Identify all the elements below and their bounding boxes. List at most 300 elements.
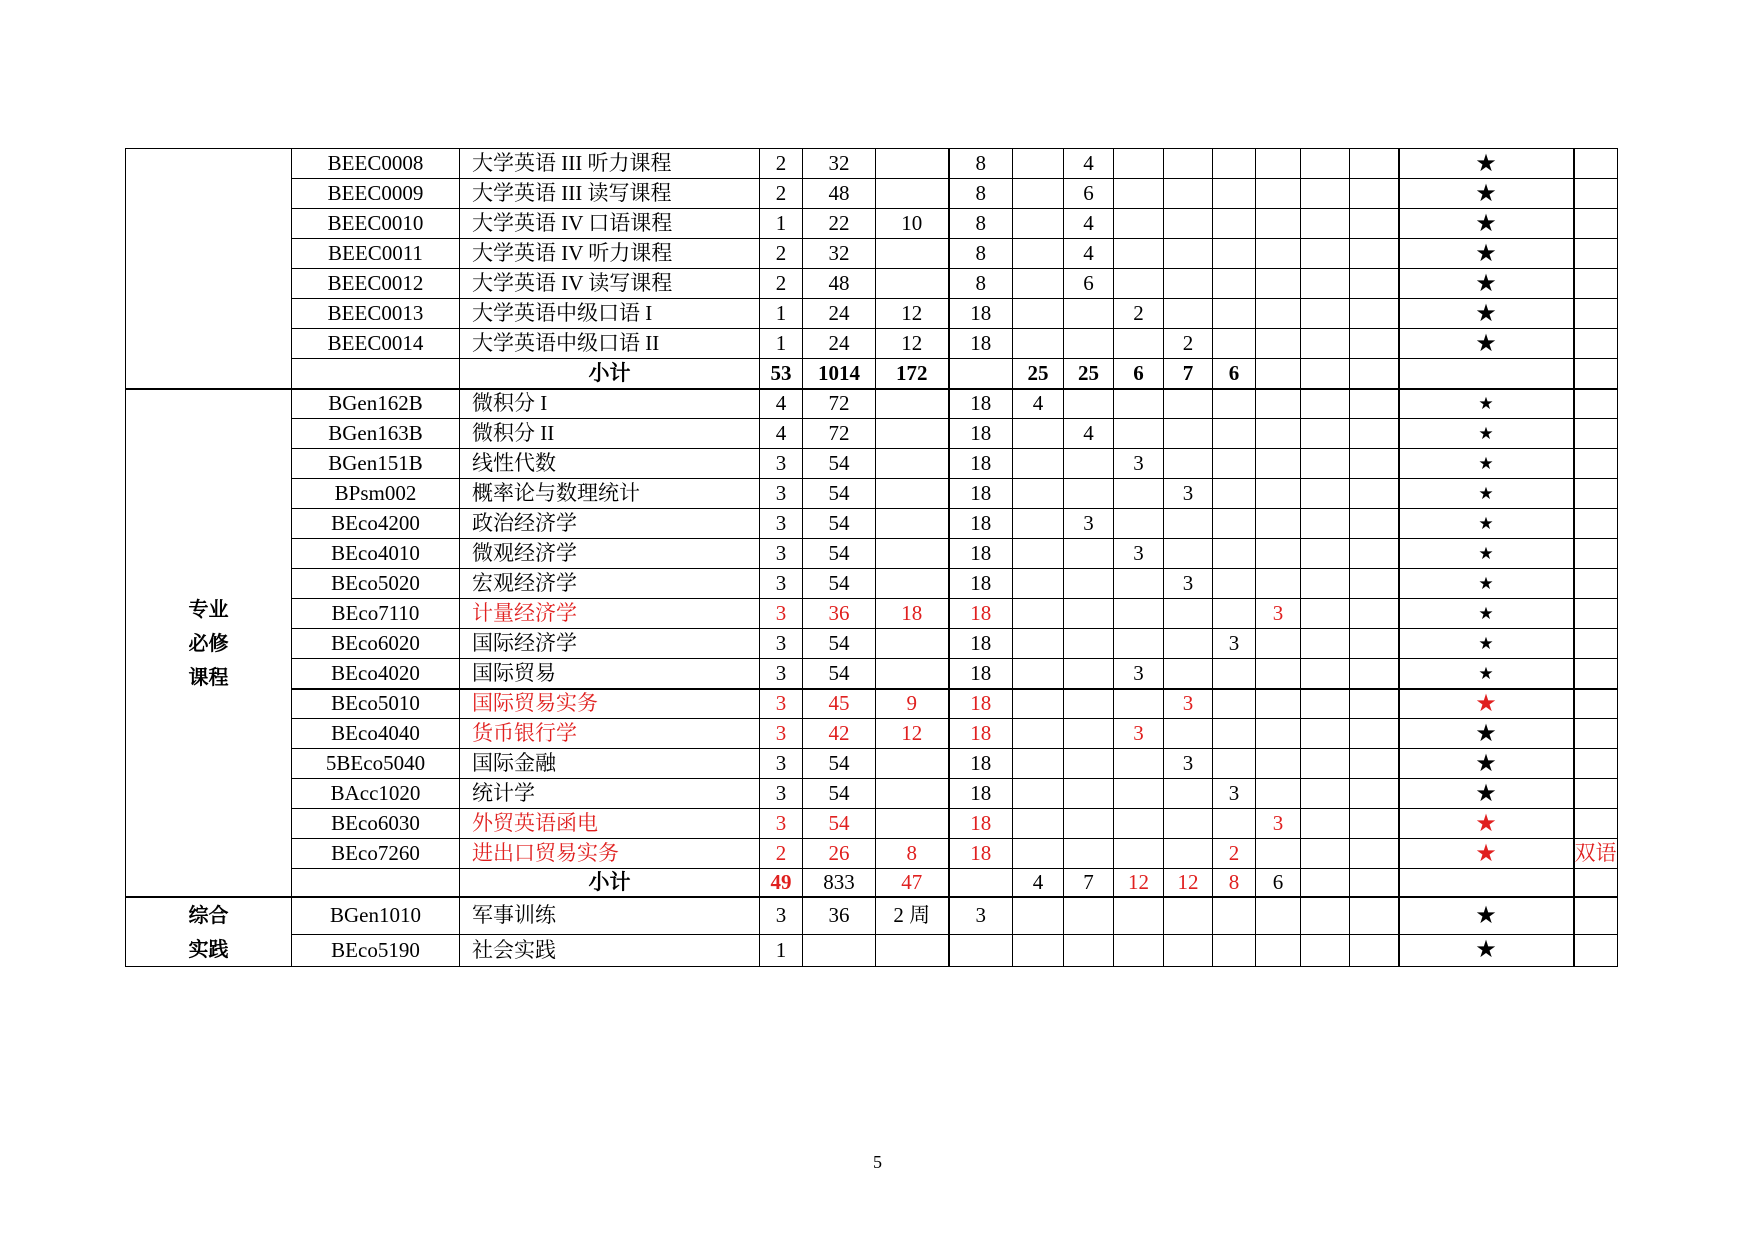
section-label — [126, 897, 292, 967]
subtotal-practice: 172 — [876, 359, 949, 389]
course-name: 国际金融 — [460, 749, 760, 779]
credits-cell: 1 — [760, 935, 803, 966]
semester-hours-cell — [1114, 839, 1164, 869]
note-cell — [1574, 809, 1618, 839]
course-name: 大学英语 IV 读写课程 — [460, 269, 760, 299]
semester-hours-cell — [1164, 449, 1213, 479]
semester-hours-cell — [1213, 449, 1256, 479]
course-code: BEco7110 — [292, 599, 460, 629]
semester-hours-cell — [1013, 539, 1064, 569]
credits-cell: 1 — [760, 209, 803, 239]
semester-hours-cell — [1301, 389, 1350, 419]
total-hours-cell: 54 — [803, 449, 876, 479]
required-star-icon: ★ — [1399, 449, 1574, 479]
semester-hours-cell — [1213, 149, 1256, 179]
semester-hours-cell — [1164, 629, 1213, 659]
semester-hours-cell: 3 — [1213, 779, 1256, 809]
total-hours-cell: 54 — [803, 629, 876, 659]
subtotal-semester-cell: 7 — [1164, 359, 1213, 389]
course-code: BEco5020 — [292, 569, 460, 599]
course-name: 线性代数 — [460, 449, 760, 479]
course-code: BEEC0009 — [292, 179, 460, 209]
course-name: 微观经济学 — [460, 539, 760, 569]
required-star-icon: ★ — [1399, 509, 1574, 539]
semester-hours-cell — [1213, 749, 1256, 779]
note-cell — [1574, 897, 1618, 935]
credits-cell: 3 — [760, 689, 803, 719]
semester-hours-cell — [1301, 269, 1350, 299]
semester-hours-cell — [1064, 719, 1114, 749]
required-star-icon: ★ — [1399, 629, 1574, 659]
semester-hours-cell — [1013, 689, 1064, 719]
semester-hours-cell — [1213, 897, 1256, 935]
total-hours-cell: 48 — [803, 179, 876, 209]
semester-hours-cell — [1164, 389, 1213, 419]
semester-hours-cell — [1013, 449, 1064, 479]
subtotal-weeks — [949, 869, 1013, 897]
course-name: 外贸英语函电 — [460, 809, 760, 839]
course-name: 大学英语中级口语 I — [460, 299, 760, 329]
semester-hours-cell — [1256, 149, 1301, 179]
semester-hours-cell — [1213, 539, 1256, 569]
course-name: 军事训练 — [460, 897, 760, 935]
weeks-cell: 8 — [949, 269, 1013, 299]
practice-hours-cell — [876, 659, 949, 689]
practice-hours-cell — [876, 449, 949, 479]
course-code: BPsm002 — [292, 479, 460, 509]
credits-cell: 3 — [760, 509, 803, 539]
semester-hours-cell — [1114, 809, 1164, 839]
required-star-icon: ★ — [1399, 179, 1574, 209]
semester-hours-cell — [1350, 897, 1399, 935]
semester-hours-cell: 3 — [1164, 689, 1213, 719]
practice-hours-cell — [876, 479, 949, 509]
semester-hours-cell — [1256, 539, 1301, 569]
course-name: 社会实践 — [460, 935, 760, 966]
semester-hours-cell: 3 — [1114, 449, 1164, 479]
required-star-icon: ★ — [1399, 659, 1574, 689]
course-name: 大学英语中级口语 II — [460, 329, 760, 359]
credits-cell: 4 — [760, 419, 803, 449]
course-code: BEEC0008 — [292, 149, 460, 179]
subtotal-hours: 833 — [803, 869, 876, 897]
semester-hours-cell — [1064, 389, 1114, 419]
credits-cell: 1 — [760, 299, 803, 329]
total-hours-cell: 22 — [803, 209, 876, 239]
subtotal-semester-cell: 6 — [1256, 869, 1301, 897]
note-cell: 双语 — [1574, 839, 1618, 869]
semester-hours-cell — [1064, 449, 1114, 479]
semester-hours-cell — [1064, 897, 1114, 935]
weeks-cell: 18 — [949, 509, 1013, 539]
semester-hours-cell: 3 — [1114, 659, 1164, 689]
semester-hours-cell — [1213, 659, 1256, 689]
semester-hours-cell — [1013, 179, 1064, 209]
table-row — [126, 779, 1618, 809]
credits-cell: 2 — [760, 239, 803, 269]
subtotal-weeks — [949, 359, 1013, 389]
note-cell — [1574, 179, 1618, 209]
semester-hours-cell — [1213, 269, 1256, 299]
table-row — [126, 599, 1618, 629]
course-code: BEEC0012 — [292, 269, 460, 299]
weeks-cell: 18 — [949, 599, 1013, 629]
semester-hours-cell — [1350, 509, 1399, 539]
semester-hours-cell — [1114, 509, 1164, 539]
semester-hours-cell — [1013, 509, 1064, 539]
subtotal-note-cell — [1574, 869, 1618, 897]
table-row — [126, 659, 1618, 689]
semester-hours-cell — [1301, 689, 1350, 719]
total-hours-cell: 54 — [803, 509, 876, 539]
semester-hours-cell — [1350, 299, 1399, 329]
practice-hours-cell — [876, 809, 949, 839]
table-row — [126, 629, 1618, 659]
subtotal-mark-cell — [1399, 359, 1574, 389]
semester-hours-cell — [1256, 449, 1301, 479]
subtotal-semester-cell — [1256, 359, 1301, 389]
total-hours-cell: 48 — [803, 269, 876, 299]
course-code: BGen1010 — [292, 897, 460, 935]
total-hours-cell: 26 — [803, 839, 876, 869]
page-number: 5 — [873, 1152, 882, 1172]
weeks-cell: 3 — [949, 897, 1013, 935]
note-cell — [1574, 689, 1618, 719]
semester-hours-cell — [1350, 209, 1399, 239]
total-hours-cell: 36 — [803, 599, 876, 629]
semester-hours-cell — [1350, 809, 1399, 839]
note-cell — [1574, 935, 1618, 966]
course-name: 进出口贸易实务 — [460, 839, 760, 869]
required-star-icon: ★ — [1399, 569, 1574, 599]
semester-hours-cell — [1064, 599, 1114, 629]
semester-hours-cell — [1064, 935, 1114, 966]
weeks-cell: 18 — [949, 689, 1013, 719]
weeks-cell: 18 — [949, 809, 1013, 839]
total-hours-cell: 42 — [803, 719, 876, 749]
course-code: BEco4040 — [292, 719, 460, 749]
note-cell — [1574, 539, 1618, 569]
course-code: BGen151B — [292, 449, 460, 479]
course-name: 微积分 II — [460, 419, 760, 449]
practice-hours-cell — [876, 935, 949, 966]
total-hours-cell: 54 — [803, 659, 876, 689]
credits-cell: 3 — [760, 659, 803, 689]
semester-hours-cell — [1114, 599, 1164, 629]
subtotal-semester-cell: 25 — [1064, 359, 1114, 389]
note-cell — [1574, 329, 1618, 359]
semester-hours-cell — [1213, 419, 1256, 449]
semester-hours-cell — [1350, 179, 1399, 209]
semester-hours-cell: 4 — [1064, 239, 1114, 269]
practice-hours-cell — [876, 749, 949, 779]
course-code: BGen163B — [292, 419, 460, 449]
note-cell — [1574, 569, 1618, 599]
weeks-cell: 18 — [949, 569, 1013, 599]
semester-hours-cell — [1301, 629, 1350, 659]
practice-hours-cell — [876, 149, 949, 179]
total-hours-cell: 32 — [803, 149, 876, 179]
weeks-cell: 18 — [949, 629, 1013, 659]
subtotal-credits: 49 — [760, 869, 803, 897]
course-code: BEEC0011 — [292, 239, 460, 269]
semester-hours-cell — [1256, 779, 1301, 809]
table-row — [126, 749, 1618, 779]
required-star-icon: ★ — [1399, 839, 1574, 869]
required-star-icon: ★ — [1399, 419, 1574, 449]
semester-hours-cell — [1114, 269, 1164, 299]
table-row — [126, 509, 1618, 539]
weeks-cell: 18 — [949, 839, 1013, 869]
credits-cell: 3 — [760, 599, 803, 629]
table-row — [126, 719, 1618, 749]
semester-hours-cell — [1064, 299, 1114, 329]
semester-hours-cell — [1301, 839, 1350, 869]
semester-hours-cell — [1114, 149, 1164, 179]
subtotal-hours: 1014 — [803, 359, 876, 389]
semester-hours-cell — [1164, 809, 1213, 839]
semester-hours-cell — [1213, 719, 1256, 749]
semester-hours-cell — [1350, 659, 1399, 689]
subtotal-semester-cell: 25 — [1013, 359, 1064, 389]
note-cell — [1574, 779, 1618, 809]
note-cell — [1574, 509, 1618, 539]
subtotal-semester-cell: 4 — [1013, 869, 1064, 897]
semester-hours-cell — [1114, 479, 1164, 509]
semester-hours-cell — [1301, 509, 1350, 539]
credits-cell: 3 — [760, 779, 803, 809]
credits-cell: 3 — [760, 629, 803, 659]
semester-hours-cell — [1301, 719, 1350, 749]
weeks-cell: 8 — [949, 239, 1013, 269]
course-name: 微积分 I — [460, 389, 760, 419]
semester-hours-cell — [1256, 839, 1301, 869]
required-star-icon: ★ — [1399, 239, 1574, 269]
total-hours-cell: 54 — [803, 569, 876, 599]
required-star-icon: ★ — [1399, 719, 1574, 749]
practice-hours-cell: 18 — [876, 599, 949, 629]
semester-hours-cell — [1213, 809, 1256, 839]
semester-hours-cell — [1301, 539, 1350, 569]
semester-hours-cell — [1213, 299, 1256, 329]
subtotal-mark-cell — [1399, 869, 1574, 897]
course-name: 概率论与数理统计 — [460, 479, 760, 509]
semester-hours-cell — [1013, 419, 1064, 449]
semester-hours-cell — [1013, 269, 1064, 299]
semester-hours-cell — [1213, 935, 1256, 966]
note-cell — [1574, 749, 1618, 779]
semester-hours-cell: 4 — [1013, 389, 1064, 419]
table-row — [126, 209, 1618, 239]
required-star-icon: ★ — [1399, 809, 1574, 839]
total-hours-cell: 54 — [803, 779, 876, 809]
table-row — [126, 569, 1618, 599]
semester-hours-cell — [1164, 599, 1213, 629]
semester-hours-cell — [1013, 329, 1064, 359]
required-star-icon: ★ — [1399, 749, 1574, 779]
semester-hours-cell — [1213, 479, 1256, 509]
practice-hours-cell — [876, 419, 949, 449]
total-hours-cell: 36 — [803, 897, 876, 935]
semester-hours-cell — [1256, 269, 1301, 299]
semester-hours-cell — [1256, 179, 1301, 209]
course-name: 国际贸易 — [460, 659, 760, 689]
semester-hours-cell — [1064, 809, 1114, 839]
empty-code-cell — [292, 359, 460, 389]
subtotal-row — [126, 359, 1618, 389]
semester-hours-cell — [1114, 629, 1164, 659]
section-label-line: 实践 — [188, 936, 229, 961]
semester-hours-cell — [1256, 719, 1301, 749]
semester-hours-cell — [1114, 419, 1164, 449]
weeks-cell: 8 — [949, 209, 1013, 239]
course-name: 大学英语 IV 听力课程 — [460, 239, 760, 269]
semester-hours-cell — [1114, 935, 1164, 966]
semester-hours-cell — [1350, 449, 1399, 479]
semester-hours-cell — [1013, 239, 1064, 269]
semester-hours-cell — [1213, 389, 1256, 419]
semester-hours-cell: 6 — [1064, 179, 1114, 209]
semester-hours-cell — [1164, 779, 1213, 809]
note-cell — [1574, 449, 1618, 479]
practice-hours-cell: 12 — [876, 719, 949, 749]
semester-hours-cell — [1164, 719, 1213, 749]
semester-hours-cell — [1256, 419, 1301, 449]
semester-hours-cell — [1350, 269, 1399, 299]
semester-hours-cell — [1301, 479, 1350, 509]
semester-hours-cell — [1213, 689, 1256, 719]
semester-hours-cell — [1114, 389, 1164, 419]
semester-hours-cell — [1013, 749, 1064, 779]
table-row — [126, 149, 1618, 179]
section-label — [126, 149, 292, 389]
semester-hours-cell — [1064, 689, 1114, 719]
semester-hours-cell — [1213, 599, 1256, 629]
section-label-line: 课程 — [188, 664, 229, 689]
course-name: 大学英语 IV 口语课程 — [460, 209, 760, 239]
semester-hours-cell — [1350, 689, 1399, 719]
weeks-cell — [949, 935, 1013, 966]
course-code: 5BEco5040 — [292, 749, 460, 779]
semester-hours-cell: 2 — [1114, 299, 1164, 329]
table-row — [126, 809, 1618, 839]
table-row — [126, 897, 1618, 935]
credits-cell: 3 — [760, 809, 803, 839]
semester-hours-cell — [1013, 809, 1064, 839]
semester-hours-cell — [1301, 569, 1350, 599]
semester-hours-cell — [1256, 299, 1301, 329]
semester-hours-cell — [1064, 569, 1114, 599]
semester-hours-cell — [1164, 935, 1213, 966]
semester-hours-cell — [1350, 149, 1399, 179]
semester-hours-cell — [1256, 509, 1301, 539]
semester-hours-cell — [1256, 209, 1301, 239]
total-hours-cell: 32 — [803, 239, 876, 269]
note-cell — [1574, 659, 1618, 689]
semester-hours-cell — [1350, 719, 1399, 749]
semester-hours-cell — [1256, 749, 1301, 779]
semester-hours-cell — [1213, 509, 1256, 539]
course-name: 货币银行学 — [460, 719, 760, 749]
table-row — [126, 299, 1618, 329]
semester-hours-cell — [1213, 179, 1256, 209]
credits-cell: 3 — [760, 479, 803, 509]
semester-hours-cell — [1350, 569, 1399, 599]
total-hours-cell: 54 — [803, 809, 876, 839]
subtotal-semester-cell: 8 — [1213, 869, 1256, 897]
course-plan-table — [125, 148, 1618, 967]
course-code: BGen162B — [292, 389, 460, 419]
required-star-icon: ★ — [1399, 479, 1574, 509]
credits-cell: 2 — [760, 269, 803, 299]
required-star-icon: ★ — [1399, 599, 1574, 629]
note-cell — [1574, 209, 1618, 239]
semester-hours-cell — [1301, 897, 1350, 935]
semester-hours-cell — [1350, 539, 1399, 569]
course-code: BEEC0014 — [292, 329, 460, 359]
course-name: 国际贸易实务 — [460, 689, 760, 719]
subtotal-semester-cell: 7 — [1064, 869, 1114, 897]
semester-hours-cell — [1064, 329, 1114, 359]
semester-hours-cell — [1164, 209, 1213, 239]
semester-hours-cell — [1114, 209, 1164, 239]
semester-hours-cell — [1301, 809, 1350, 839]
subtotal-semester-cell: 6 — [1114, 359, 1164, 389]
semester-hours-cell — [1013, 209, 1064, 239]
subtotal-credits: 53 — [760, 359, 803, 389]
semester-hours-cell — [1350, 329, 1399, 359]
semester-hours-cell — [1164, 509, 1213, 539]
subtotal-semester-cell — [1301, 359, 1350, 389]
semester-hours-cell — [1256, 329, 1301, 359]
required-star-icon: ★ — [1399, 779, 1574, 809]
practice-hours-cell: 8 — [876, 839, 949, 869]
semester-hours-cell — [1013, 299, 1064, 329]
subtotal-label: 小计 — [460, 359, 760, 389]
total-hours-cell: 24 — [803, 299, 876, 329]
semester-hours-cell — [1164, 839, 1213, 869]
semester-hours-cell — [1164, 659, 1213, 689]
semester-hours-cell — [1301, 209, 1350, 239]
semester-hours-cell — [1114, 897, 1164, 935]
course-code: BEco7260 — [292, 839, 460, 869]
semester-hours-cell — [1114, 179, 1164, 209]
credits-cell: 3 — [760, 749, 803, 779]
semester-hours-cell — [1350, 779, 1399, 809]
semester-hours-cell — [1013, 629, 1064, 659]
note-cell — [1574, 389, 1618, 419]
semester-hours-cell — [1013, 479, 1064, 509]
semester-hours-cell — [1064, 629, 1114, 659]
required-star-icon: ★ — [1399, 689, 1574, 719]
required-star-icon: ★ — [1399, 269, 1574, 299]
semester-hours-cell — [1256, 935, 1301, 966]
course-code: BEco5010 — [292, 689, 460, 719]
semester-hours-cell — [1256, 689, 1301, 719]
section-label — [126, 389, 292, 897]
weeks-cell: 18 — [949, 659, 1013, 689]
weeks-cell: 8 — [949, 149, 1013, 179]
semester-hours-cell — [1213, 329, 1256, 359]
course-name: 宏观经济学 — [460, 569, 760, 599]
weeks-cell: 18 — [949, 539, 1013, 569]
semester-hours-cell — [1350, 599, 1399, 629]
credits-cell: 3 — [760, 719, 803, 749]
semester-hours-cell — [1301, 329, 1350, 359]
total-hours-cell: 24 — [803, 329, 876, 359]
semester-hours-cell: 3 — [1064, 509, 1114, 539]
semester-hours-cell — [1301, 299, 1350, 329]
